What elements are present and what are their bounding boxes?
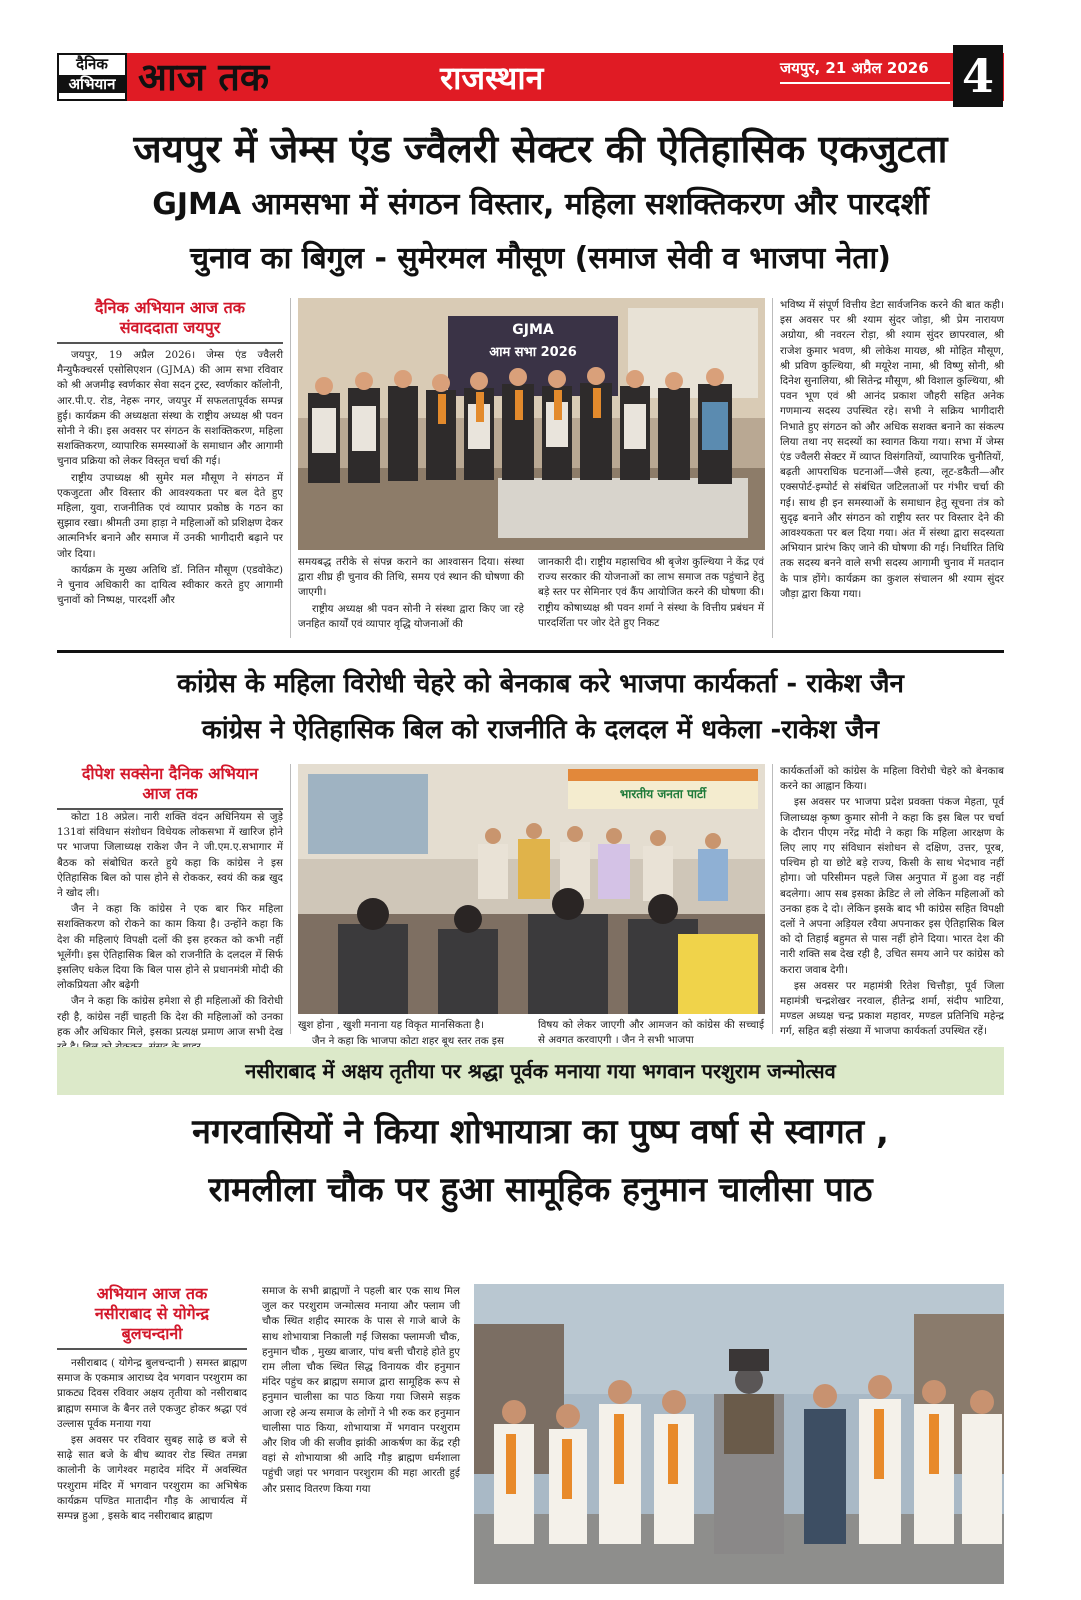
paragraph: जैन ने कहा कि कांग्रेस ने एक बार फिर महिला सशक्तिकरण को रोकने का काम किया है। उन्होंने कहा कि देश की महिलाएं विपक्षी दलों की इस हरकत को कभी नहीं भूलेंगी। इस ऐतिहासिक बिल को राजनीति के दलदल में सिर्फ इसलिए धकेल दिया कि बिल पास होने से प्रधानमंत्री मोदी की लोकप्रियता और बढ़ेगी bbox=[57, 903, 283, 992]
paragraph: जैन ने कहा कि कांग्रेस हमेशा से ही महिलाओं की विरोधी रही है, कांग्रेस नहीं चाहती कि देश की महिलाओं को उनका हक और अधिकार मिले, इसका प्रत्यक्ष प्रमाण आज सभी देख bbox=[57, 995, 283, 1038]
paragraph: नसीराबाद ( योगेन्द्र बुलचन्दानी ) समस्त ब्राह्मण समाज के एकमात्र आराध्य देव भगवान परशुराम का प्राकट्य दिवस रविवार अक्षय तृतीया को नसीराबाद ब्राह्मण समाज के बैनर तले एकजुट होकर श्रद्धा एवं उल्लास पूर्वक मनाया गया bbox=[57, 1357, 247, 1430]
column-rule bbox=[290, 764, 291, 1034]
paragraph: समाज के सभी ब्राह्मणों ने पहली बार एक साथ मिल जुल कर परशुराम जन्मोत्सव मनाया और फ्लाम जी चौक स्थित शहीद स्मारक के पास से गाजे बाजे के साथ शोभायात्रा निकाली गई जिसका फ्लामजी चौक, हनुमान चौक , मुख्य बाजार, पांच बत्ती चौराहे होते हुए राम लीला चौक स्थित सिद्ध विनायक वीर हनुमान मंदिर पहुंच कर ब्राह्मण समाज द्वारा सामूहिक रूप से हनुमान चालीसा का पाठ किया गया जिसमे सड़क आजा रहे अन्य समाज के लोगों ने भी रुक कर हनुमान चालीसा पाठ किया, शोभायात्रा में भगवान परशुराम और शिव जी की सजीव झांकी आकर्षण का केंद्र रही वहां से शोभायात्रा श्री आदि गौड़ ब्राह्मण धर्मशाला पहुंची जहां पर भगवान परशुराम की महा आरती हुई और प्रसाद वितरण किया गया bbox=[262, 1285, 460, 1495]
column-rule bbox=[772, 298, 773, 638]
paragraph: इस अवसर पर भाजपा प्रदेश प्रवक्ता पंकज मेहता, पूर्व जिलाध्यक्ष कृष्ण कुमार सोनी ने कहा कि इस बिल पर चर्चा के दौरान पीएम नरेंद्र मोदी ने कहा कि महिला आरक्षण के लिए लाए गए संविधान संशोधन से दक्षिण, उत्तर, पूरब, पश्चिम हो या छोटे बड़े राज्य, किसी के साथ भेदभाव नहीं होगा। जो परिसीमन पहले जिस अनुपात में हुआ वह नहीं बदलेगा। आप सब इसका क्रेडिट ले लो लेकिन महिलाओं को उनका हक दे दो। लेकिन इसके बाद भी कांग्रेस सहित विपक्षी दलों ने अपना अड़ियल रवैया अपनाकर इस ऐतिहासिक बिल को दो तिहाई बहुमत से पास नहीं होने दिया। भारत देश की नारी शक्ति सब देख रही है, उचित समय आने पर कांग्रेस को करारा जवाब देगी। bbox=[780, 796, 1004, 976]
story2-byline-line1: दीपेश सक्सेना दैनिक अभियान bbox=[81, 764, 259, 783]
story1-byline-line2: संवाददाता जयपुर bbox=[119, 318, 221, 337]
story2-column-3 bbox=[538, 1018, 764, 1050]
page-number: 4 bbox=[953, 45, 1003, 107]
story2-column-1 bbox=[57, 810, 283, 1038]
photo-banner-text: GJMA bbox=[512, 322, 554, 338]
masthead-title: आज तक bbox=[138, 55, 270, 99]
paragraph: जयपुर, 19 अप्रैल 2026। जेम्स एंड ज्वैलरी मैन्युफैक्चरर्स एसोसिएशन (GJMA) की आम सभा रविवार को श्री अजमीढ़ स्वर्णकार सेवा सदन ट्रस्ट, स्वर्णकार कॉलोनी, आर.पी.ए. रोड, नेहरू नगर, जयपुर में सफलतापूर्वक सम्पन्न हुई। कार्यक्रम की अध्यक्षता संस्था के राष्ट्रीय अध्यक्ष श्री पवन सोनी ने की। इस अवसर पर संगठन के सशक्तिकरण, महिला सशक्तिकरण, व्यापारिक समस्याओं के समाधान और आगामी चुनाव प्रक्रिया को लेकर विस्तृत चर्चा की गई। bbox=[57, 349, 283, 468]
column-rule bbox=[772, 764, 773, 1034]
story1-column-4 bbox=[780, 298, 1004, 640]
story3-byline-line3: बुलचन्दानी bbox=[121, 1324, 183, 1343]
paragraph: राष्ट्रीय उपाध्यक्ष श्री सुमेर मल मौसूण ने संगठन में एकजुटता और विस्तार की आवश्यकता पर बल देते हुए महिला, युवा, राजनीतिक एवं व्यापार प्रकोष्ठ के गठन का सुझाव रखा। श्रीमती उमा हाड़ा ने महिलाओं को प्रशिक्षण देकर आत्मनिर्भर बनाने और समाज में उनकी भागीदारी बढ़ाने पर जोर दिया। bbox=[57, 471, 283, 560]
section-name: राजस्थान bbox=[440, 59, 544, 97]
story3-column-2 bbox=[262, 1284, 460, 1584]
story1-column-1 bbox=[57, 348, 283, 638]
story1-headline: जयपुर में जेम्स एंड ज्वैलरी सेक्टर की ऐतिहासिक एकजुटता bbox=[133, 127, 948, 171]
logo-line-2: अभियान bbox=[59, 75, 125, 93]
paragraph: इस अवसर पर महामंत्री रितेश चित्तौड़ा, पूर्व जिला महामंत्री चन्द्रशेखर नरवाल, हीतेन्द्र शर्मा, संदीप भाटिया, मण्डल अध्यक्ष चन्द्र प्रकाश महावर, मण्डल प्रतिनिधि महेन्द्र गर्ग, सहित बड़ी संख्या में भाजपा कार्यकर्ता उपस्थित रहें। bbox=[780, 979, 1004, 1038]
paragraph: राष्ट्रीय अध्यक्ष श्री पवन सोनी ने संस्था द्वारा किए जा रहे जनहित कार्यों एवं व्यापार वृद्धि योजनाओं की bbox=[298, 602, 524, 630]
paragraph: विषय को लेकर जाएगी और आमजन को कांग्रेस की सच्चाई से अवगत करवाएगी । जैन ने सभी भाजपा bbox=[538, 1019, 764, 1047]
story2-byline bbox=[57, 764, 283, 810]
procession-photo bbox=[474, 1284, 1004, 1584]
paragraph: खुश होना , खुशी मनाना यह विकृत मानसिकता है। bbox=[298, 1019, 485, 1031]
masthead-logo bbox=[57, 53, 127, 101]
photo-banner-text-2: आम सभा 2026 bbox=[489, 345, 577, 360]
paragraph: कार्यक्रम के मुख्य अतिथि डॉ. नितिन मौसूण (एडवोकेट) ने चुनाव अधिकारी का दायित्व स्वीकार करते हुए आगामी चुनावों को निष्पक्ष, पारदर्शी और bbox=[57, 563, 283, 607]
story2-photo bbox=[298, 764, 765, 1014]
meeting-group-photo bbox=[298, 298, 765, 550]
paragraph: जानकारी दी। राष्ट्रीय महासचिव श्री बृजेश कुल्थिया ने केंद्र एवं राज्य सरकार की योजनाओं का लाभ समाज तक पहुंचाने हेतु बड़े स्तर पर सेमिनार एवं कैंप आयोजित करने की घोषणा की। राष्ट्रीय कोषाध्यक्ष श्री पवन शर्मा ने संस्था के वित्तीय प्रबंधन में पारदर्शिता पर जोर देते हुए निकट bbox=[538, 556, 764, 629]
story2-headline-2: कांग्रेस ने ऐतिहासिक बिल को राजनीति के दलदल में धकेला -राकेश जैन bbox=[201, 715, 880, 745]
story1-column-2 bbox=[298, 555, 524, 640]
story3-column-1 bbox=[57, 1356, 247, 1584]
story1-column-3 bbox=[538, 555, 764, 640]
story3-kicker: नसीराबाद में अक्षय तृतीया पर श्रद्धा पूर्वक मनाया गया भगवान परशुराम जन्मोत्सव bbox=[245, 1059, 836, 1083]
byline-rule bbox=[57, 1348, 247, 1350]
party-meeting-photo bbox=[298, 764, 765, 1014]
column-rule bbox=[290, 298, 291, 638]
paragraph: समयबद्ध तरीके से संपन्न कराने का आश्वासन दिया। संस्था द्वारा शीघ्र ही चुनाव की तिथि, समय एवं स्थान की घोषणा की जाएगी। bbox=[298, 556, 524, 599]
paragraph: इस अवसर पर रविवार सुबह साढ़े छ बजे से साढ़े सात बजे के बीच ब्यावर रोड स्थित तमन्ना कालोनी के जागेश्वर महादेव मंदिर में अवस्थित परशुराम मंदिर में भगवान परशुराम का अभिषेक कार्यक्रम पण्डित मातादीन गौड़ के आचार्यत्व में सम्पन्न हुआ , इसके बाद नसीराबाद ब्राह्मण bbox=[57, 1434, 247, 1523]
story1-byline-line1: दैनिक अभियान आज तक bbox=[94, 298, 246, 317]
logo-line-1: दैनिक bbox=[76, 55, 108, 73]
story1-byline bbox=[57, 298, 283, 344]
byline-rule bbox=[57, 342, 283, 344]
story2-column-2 bbox=[298, 1018, 524, 1050]
story3-byline-line1: अभियान आज तक bbox=[96, 1284, 208, 1303]
story1-photo bbox=[298, 298, 765, 550]
photo-banner-text: भारतीय जनता पार्टी bbox=[619, 787, 707, 801]
paragraph: कार्यकर्ताओं को कांग्रेस के महिला विरोधी चेहरे को बेनकाब करने का आह्वान किया। bbox=[780, 765, 1004, 793]
story3-headline-1: नगरवासियों ने किया शोभायात्रा का पुष्प वर्षा से स्वागत , bbox=[192, 1112, 889, 1152]
dateline: जयपुर, 21 अप्रैल 2026 bbox=[780, 59, 929, 77]
dateline-rule bbox=[780, 82, 950, 84]
story3-byline-line2: नसीराबाद से योगेन्द्र bbox=[94, 1304, 210, 1323]
story2-headline-1: कांग्रेस के महिला विरोधी चेहरे को बेनकाब करे भाजपा कार्यकर्ता - राकेश जैन bbox=[177, 669, 904, 699]
paragraph: कोटा 18 अप्रेल। नारी शक्ति वंदन अधिनियम से जुड़े 131वां संविधान संशोधन विधेयक लोकसभा में खारिज होने पर भाजपा जिलाध्यक्ष राकेश जैन ने जी.एम.ए.सभागार में बैठक को संबोधित करते हुये कहा कि कांग्रेस ने इस ऐतिहासिक बिल को पास होने से रोककर, स्वयं की कब्र खुद ने खोद ली। bbox=[57, 811, 283, 900]
story3-headline-2: रामलीला चौक पर हुआ सामूहिक हनुमान चालीसा पाठ bbox=[208, 1170, 873, 1210]
paragraph: जैन ने कहा कि भाजपा कोटा शहर बूथ स्तर तक इस bbox=[312, 1035, 504, 1048]
story1-subhead-1: GJMA आमसभा में संगठन विस्तार, महिला सशक्तिकरण और पारदर्शी bbox=[152, 187, 929, 222]
story2-column-4 bbox=[780, 764, 1004, 1038]
story3-photo bbox=[474, 1284, 1004, 1584]
story3-byline bbox=[57, 1284, 247, 1350]
story2-byline-line2: आज तक bbox=[142, 784, 198, 803]
paragraph: भविष्य में संपूर्ण वित्तीय डेटा सार्वजनिक करने की बात कही। इस अवसर पर श्री श्याम सुंदर जोड़ा, श्री प्रेम नारायण अग्रोया, श्री नवरत्न रोड़ा, श्री श्याम सुंदर छापरवाल, श्री राजेश कुमार भवण, श्री लोकेश मायछ, श्री मोहित मौसूण, श्री प्रविण कुल्थिया, श्री मयूरेश नामा, श्री विष्णु सोनी, श्री दिनेश सुनालिया, श्री सितेन्द्र मौसूण, श्री विशाल कुल्थिया, श्री पवन भूण एवं श्री आनंद प्रकाश जौहरी सहित अनेक गणमान्य सदस्य उपस्थित रहे। सभी ने सक्रिय भागीदारी निभाते हुए संगठन को और अधिक सशक्त बनाने का संकल्प लिया तथा नए सदस्यों का स्वागत किया गया। सभा में जेम्स एंड ज्वैलरी सेक्टर में व्याप्त विसंगतियों, व्यापारिक चुनौतियों, बढ़ती आपराधिक घटनाओं—जैसे हत्या, लूट-डकैती—और एक्सपोर्ट-इम्पोर्ट से संबंधित जटिलताओं पर गंभीर चर्चा की गई। साथ ही इन समस्याओं के समाधान हेतु सूचना तंत्र को सुदृढ़ बनाने और संगठन को राष्ट्रीय स्तर पर विस्तार देने की आवश्यकता पर बल दिया गया। अंत में संस्था द्वारा सदस्यता अभियान प्रारंभ किए जाने की घोषणा की गई। निर्धारित तिथि तक सदस्य बनने वाले सभी सदस्य आगामी चुनाव में मतदान के पात्र होंगे। कार्यक्रम का कुशल संचालन श्री श्याम सुंदर जौड़ा द्वारा किया गया। bbox=[780, 299, 1004, 600]
section-divider bbox=[57, 650, 1004, 653]
story1-subhead-2: चुनाव का बिगुल - सुमेरमल मौसूण (समाज सेवी व भाजपा नेता) bbox=[190, 241, 891, 276]
